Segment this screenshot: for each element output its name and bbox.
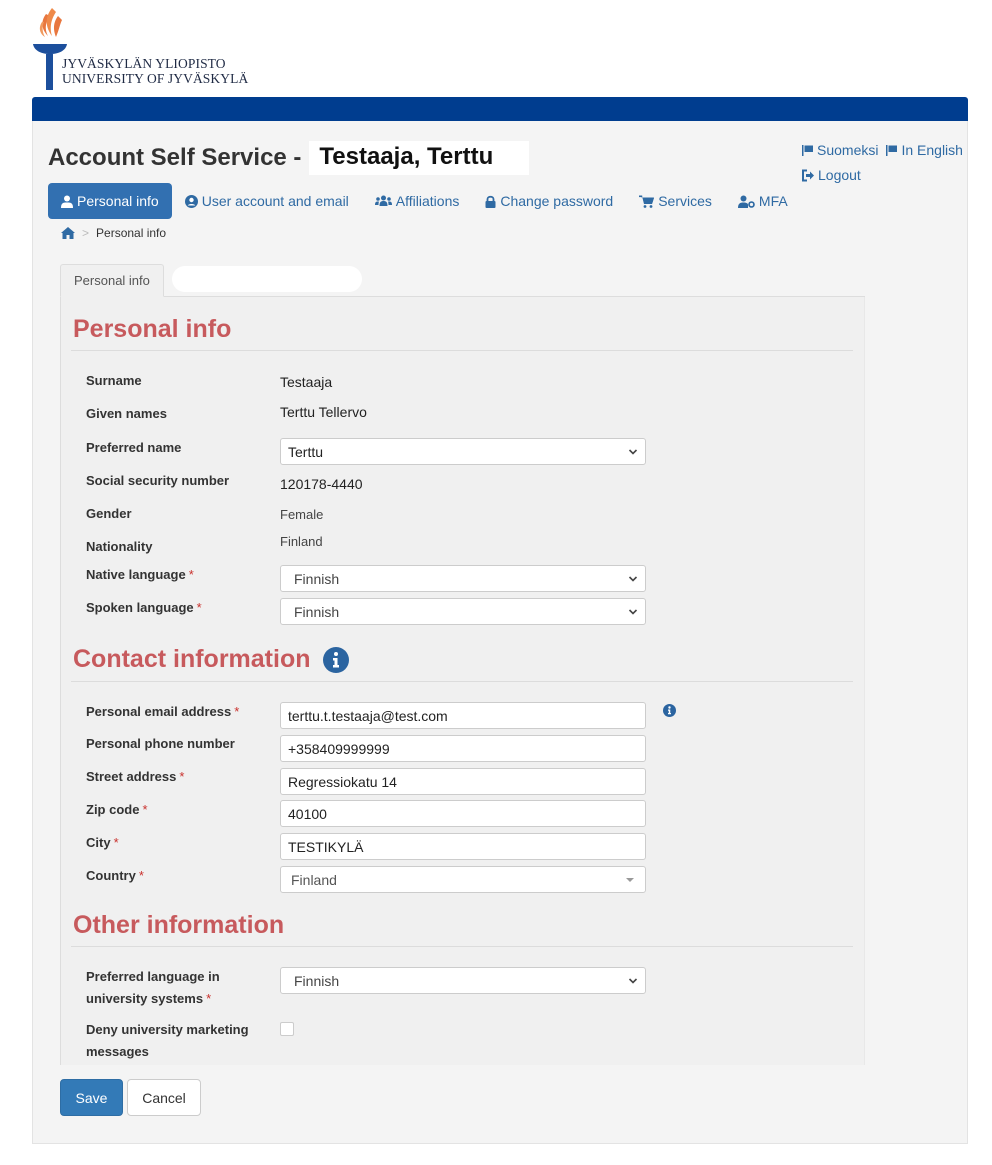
preferred-name-select[interactable]	[280, 438, 646, 465]
surname-label: Surname	[86, 373, 142, 388]
zip-label	[86, 799, 148, 821]
chevron-down-icon	[628, 976, 638, 986]
street-label	[86, 766, 184, 788]
nav-label: Change password	[500, 193, 614, 209]
personal-info-heading-text: Personal info	[73, 315, 232, 343]
phone-label: Personal phone number	[86, 736, 235, 751]
spoken-language-select[interactable]	[280, 598, 646, 625]
nav-label: Services	[658, 193, 712, 209]
street-label-text: Street address	[86, 769, 177, 784]
lang-fi-label: Suomeksi	[817, 142, 879, 158]
lang-fi-link[interactable]	[801, 138, 878, 163]
home-icon[interactable]	[61, 227, 75, 239]
user-icon	[61, 195, 73, 208]
phone-input[interactable]: +358409999999	[280, 735, 646, 762]
logout-label: Logout	[818, 167, 861, 183]
country-label-text: Country	[86, 868, 136, 883]
required-marker: *	[179, 769, 185, 784]
user-name: Testaaja, Terttu	[309, 141, 529, 175]
main-nav	[48, 183, 801, 219]
required-marker: *	[188, 567, 194, 582]
header-links	[801, 138, 966, 188]
users-icon	[375, 195, 392, 207]
contact-info-heading	[73, 645, 349, 674]
caret-down-icon	[626, 878, 634, 882]
nav-affiliations[interactable]	[362, 183, 473, 219]
gender-value: Female	[280, 507, 324, 522]
country-select[interactable]	[280, 866, 646, 893]
logout-icon	[801, 169, 815, 182]
redacted-tab	[172, 266, 362, 292]
required-marker: *	[206, 991, 212, 1006]
page-title-text: Account Self Service -	[48, 144, 302, 171]
city-input[interactable]: TESTIKYLÄ	[280, 833, 646, 860]
ssn-label: Social security number	[86, 473, 230, 488]
preferred-language-select[interactable]	[280, 967, 646, 994]
flag-icon	[885, 144, 898, 157]
info-icon[interactable]	[323, 647, 349, 673]
personal-info-heading	[73, 315, 231, 344]
logo-line-fi: JYVÄSKYLÄN YLIOPISTO	[62, 56, 226, 71]
required-marker: *	[142, 802, 148, 817]
deny-marketing-label-line2: messages	[86, 1044, 149, 1059]
preferred-language-label	[86, 966, 220, 1010]
zip-label-text: Zip code	[86, 802, 140, 817]
breadcrumb	[61, 226, 166, 240]
save-button[interactable]: Save	[60, 1079, 123, 1116]
preferred-name-value: Terttu	[288, 443, 324, 460]
nav-personal-info[interactable]	[48, 183, 172, 219]
divider	[71, 681, 853, 682]
given-names-label: Given names	[86, 406, 167, 421]
street-input[interactable]: Regressiokatu 14	[280, 768, 646, 795]
tab-personal-info[interactable]: Personal info	[60, 264, 164, 297]
nav-label: MFA	[758, 193, 788, 209]
deny-marketing-label	[86, 1019, 249, 1063]
cart-icon	[639, 195, 654, 208]
page-title	[48, 141, 529, 175]
contact-info-heading-text: Contact information	[73, 645, 311, 673]
native-language-value: Finnish	[294, 570, 340, 587]
native-language-label	[86, 564, 194, 586]
nationality-label: Nationality	[86, 539, 153, 554]
native-language-select[interactable]	[280, 565, 646, 592]
email-input[interactable]: terttu.t.testaaja@test.com	[280, 702, 646, 729]
chevron-down-icon	[628, 447, 638, 457]
given-names-value: Terttu Tellervo	[280, 404, 367, 420]
chevron-down-icon	[628, 607, 638, 617]
email-label-text: Personal email address	[86, 704, 232, 719]
logo-line-en: UNIVERSITY OF JYVÄSKYLÄ	[62, 71, 249, 86]
nav-user-account[interactable]	[172, 183, 362, 219]
spoken-language-label	[86, 597, 202, 619]
spoken-language-label-text: Spoken language	[86, 600, 194, 615]
country-label	[86, 865, 144, 887]
nav-mfa[interactable]	[725, 183, 801, 219]
required-marker: *	[234, 704, 240, 719]
university-logo	[32, 6, 292, 92]
ssn-value: 120178-4440	[280, 476, 363, 492]
lang-en-label: In English	[901, 142, 963, 158]
divider	[71, 350, 853, 351]
flag-icon	[801, 144, 814, 157]
preferred-language-label-line1: Preferred language in	[86, 969, 220, 984]
lock-icon	[485, 195, 496, 208]
surname-value: Testaaja	[280, 374, 333, 390]
user-shield-icon	[738, 195, 755, 208]
deny-marketing-checkbox[interactable]	[280, 1022, 294, 1036]
chevron-down-icon	[628, 574, 638, 584]
required-marker: *	[113, 835, 119, 850]
deny-marketing-label-line1: Deny university marketing	[86, 1022, 249, 1037]
cancel-button[interactable]: Cancel	[127, 1079, 201, 1116]
zip-input[interactable]: 40100	[280, 800, 646, 827]
country-value: Finland	[291, 871, 337, 888]
city-label-text: City	[86, 835, 111, 850]
nav-label: Affiliations	[395, 193, 460, 209]
spoken-language-value: Finnish	[294, 603, 340, 620]
breadcrumb-separator: >	[82, 226, 90, 240]
other-info-heading	[73, 911, 284, 940]
nav-label: Personal info	[77, 193, 159, 209]
logo-text	[62, 56, 248, 86]
divider	[71, 946, 853, 947]
required-marker: *	[138, 868, 144, 883]
native-language-label-text: Native language	[86, 567, 186, 582]
preferred-language-label-line2: university systems	[86, 991, 204, 1006]
content-tabs	[60, 264, 865, 297]
required-marker: *	[196, 600, 202, 615]
preferred-name-label: Preferred name	[86, 440, 182, 455]
other-info-heading-text: Other information	[73, 911, 285, 939]
nationality-value: Finland	[280, 534, 323, 549]
nav-change-password[interactable]	[472, 183, 626, 219]
gender-label: Gender	[86, 506, 132, 521]
info-icon[interactable]	[663, 704, 676, 717]
city-label	[86, 832, 119, 854]
brand-bar	[32, 97, 968, 121]
nav-label: User account and email	[201, 193, 349, 209]
breadcrumb-current: Personal info	[96, 226, 167, 240]
preferred-language-value: Finnish	[294, 972, 340, 989]
logout-link[interactable]	[801, 163, 861, 188]
nav-services[interactable]	[626, 183, 725, 219]
email-label	[86, 701, 239, 723]
user-circle-icon	[185, 195, 198, 208]
lang-en-link[interactable]	[885, 138, 962, 163]
